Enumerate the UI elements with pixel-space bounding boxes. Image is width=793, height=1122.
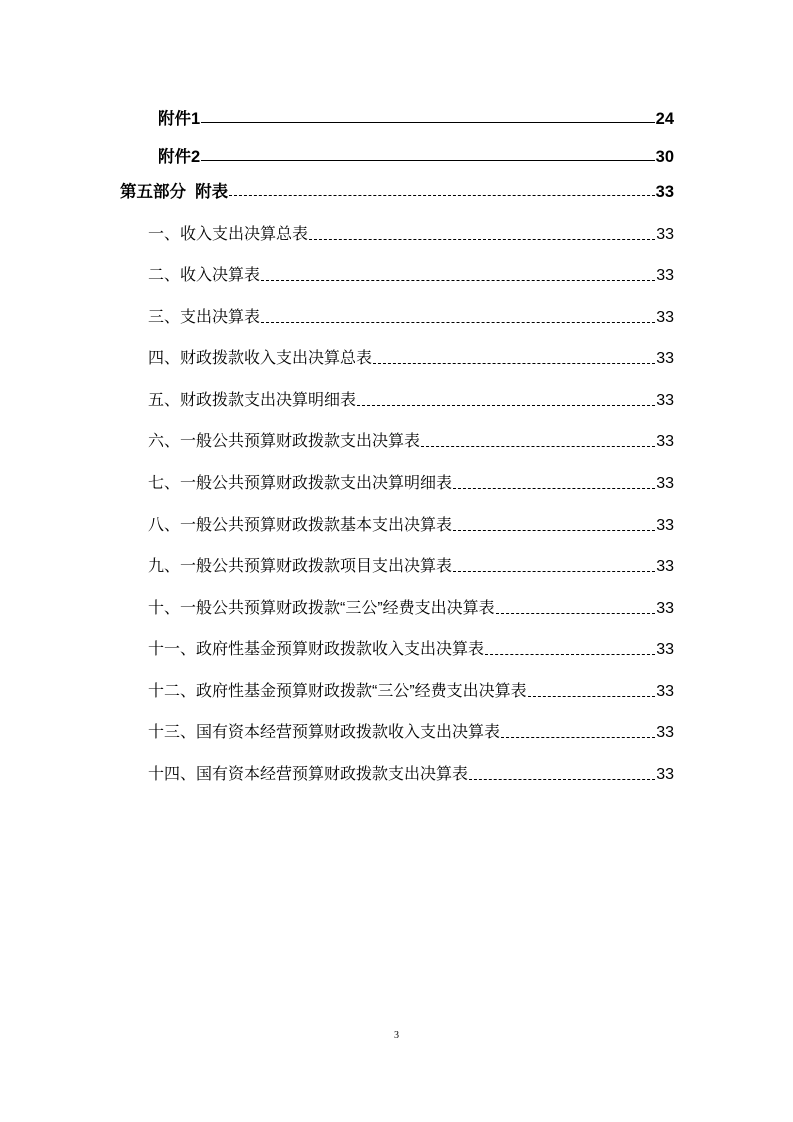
toc-entry-page: 33 <box>656 392 674 409</box>
toc-entry-page: 33 <box>656 683 674 700</box>
toc-entry-appendix-2[interactable] <box>158 145 674 169</box>
toc-entry-table-5[interactable] <box>148 389 674 413</box>
toc-entry-page: 33 <box>656 517 674 534</box>
toc-leader-line <box>201 160 654 161</box>
toc-leader-line <box>309 239 655 240</box>
toc-entry-table-10[interactable] <box>148 597 674 621</box>
toc-entry-appendix-1[interactable] <box>158 107 674 131</box>
toc-entry-table-9[interactable] <box>148 555 674 579</box>
toc-entry-page: 33 <box>656 350 674 367</box>
toc-entry-label: 六、一般公共预算财政拨款支出决算表 <box>148 433 421 450</box>
toc-leader-line <box>469 779 655 780</box>
toc-leader-line <box>453 530 655 531</box>
toc-entry-table-1[interactable] <box>148 223 674 247</box>
toc-entry-label: 七、一般公共预算财政拨款支出决算明细表 <box>148 475 453 492</box>
toc-entry-page: 33 <box>656 267 674 284</box>
toc-leader-line <box>528 696 656 697</box>
toc-entry-table-12[interactable] <box>148 680 674 704</box>
toc-entry-page: 24 <box>655 110 674 128</box>
toc-entry-label: 九、一般公共预算财政拨款项目支出决算表 <box>148 558 453 575</box>
toc-entry-page: 30 <box>655 148 674 166</box>
toc-leader-line <box>357 405 655 406</box>
toc-leader-line <box>261 322 655 323</box>
toc-entry-label: 八、一般公共预算财政拨款基本支出决算表 <box>148 517 453 534</box>
toc-entry-page: 33 <box>655 183 674 201</box>
toc-entry-label: 十一、政府性基金预算财政拨款收入支出决算表 <box>148 641 485 658</box>
toc-entry-label: 附件2 <box>158 148 201 166</box>
toc-leader-line <box>261 280 655 281</box>
toc-entry-page: 33 <box>656 600 674 617</box>
toc-entry-table-3[interactable] <box>148 306 674 330</box>
toc-entry-page: 33 <box>656 724 674 741</box>
toc-entry-page: 33 <box>656 475 674 492</box>
toc-entry-label: 十三、国有资本经营预算财政拨款收入支出决算表 <box>148 724 501 741</box>
toc-leader-line <box>201 122 654 123</box>
toc-entry-table-13[interactable] <box>148 721 674 745</box>
toc-entry-label: 十二、政府性基金预算财政拨款“三公”经费支出决算表 <box>148 683 527 700</box>
toc-entry-part-five[interactable] <box>120 180 674 204</box>
toc-entry-page: 33 <box>656 558 674 575</box>
toc-leader-line <box>229 195 654 196</box>
toc-leader-line <box>453 571 655 572</box>
toc-entry-page: 33 <box>656 766 674 783</box>
toc-leader-line <box>373 363 655 364</box>
toc-entry-page: 33 <box>656 309 674 326</box>
toc-entry-label: 五、财政拨款支出决算明细表 <box>148 392 357 409</box>
toc-entry-page: 33 <box>656 433 674 450</box>
toc-entry-page: 33 <box>656 226 674 243</box>
toc-entry-table-8[interactable] <box>148 514 674 538</box>
toc-entry-label: 十、一般公共预算财政拨款“三公”经费支出决算表 <box>148 600 495 617</box>
toc-leader-line <box>501 737 655 738</box>
toc-entry-table-7[interactable] <box>148 472 674 496</box>
toc-entry-label: 十四、国有资本经营预算财政拨款支出决算表 <box>148 766 469 783</box>
toc-entry-label: 二、收入决算表 <box>148 267 261 284</box>
toc-entry-table-14[interactable] <box>148 763 674 787</box>
toc-leader-line <box>421 446 655 447</box>
toc-entry-table-6[interactable] <box>148 430 674 454</box>
toc-entry-page: 33 <box>656 641 674 658</box>
toc-entry-label: 附件1 <box>158 110 201 128</box>
page-number: 3 <box>394 1030 399 1041</box>
toc-entry-label: 三、支出决算表 <box>148 309 261 326</box>
toc-entry-label: 第五部分 附表 <box>120 183 229 201</box>
toc-leader-line <box>485 654 655 655</box>
toc-entry-table-11[interactable] <box>148 638 674 662</box>
toc-leader-line <box>453 488 655 489</box>
toc-entry-label: 四、财政拨款收入支出决算总表 <box>148 350 373 367</box>
toc-leader-line <box>496 613 656 614</box>
toc-entry-table-2[interactable] <box>148 264 674 288</box>
toc-entry-label: 一、收入支出决算总表 <box>148 226 309 243</box>
toc-entry-table-4[interactable] <box>148 347 674 371</box>
